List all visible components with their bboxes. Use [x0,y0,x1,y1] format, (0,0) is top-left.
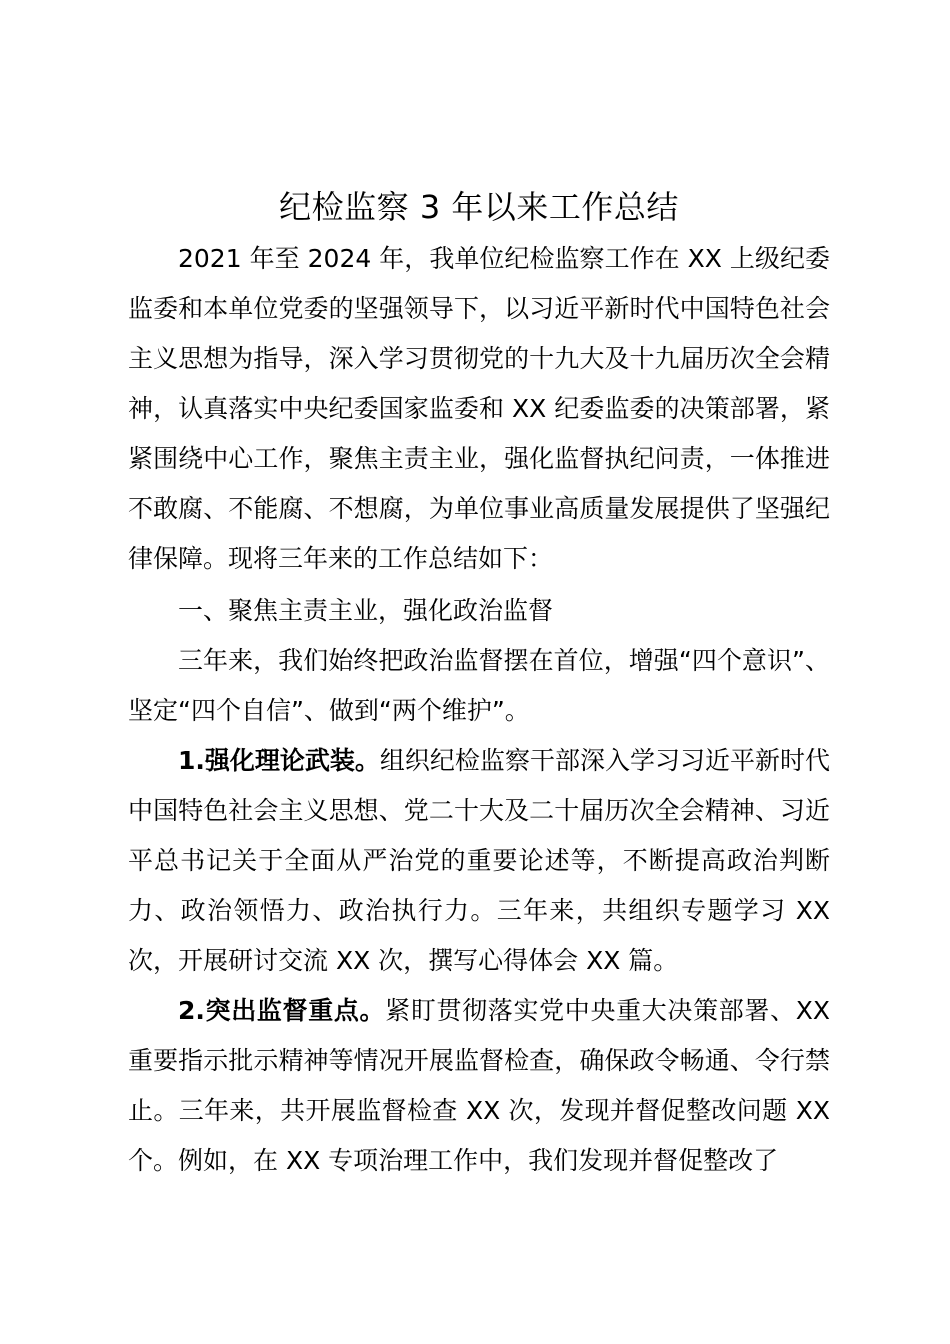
item-2-paragraph [128,986,830,1186]
item-2-lead: 2.突出监督重点。 [178,996,386,1025]
item-1-paragraph [128,736,830,986]
document-title: 纪检监察 3 年以来工作总结 [279,188,679,226]
item-2-body: 紧盯贯彻落实党中央重大决策部署、XX 重要指示批示精神等情况开展监督检查，确保政令畅通、令行禁止。三年来，共开展监督检查 XX 次，发现并督促整改问题 XX 个。例如，在 XX 专项治理工作中，我们发现并督促整改了 [128,996,830,1175]
item-1-lead: 1.强化理论武装。 [178,746,380,775]
section-heading: 一、聚焦主责主业，强化政治监督 [178,596,554,625]
item-1-body: 组织纪检监察干部深入学习习近平新时代中国特色社会主义思想、党二十大及二十届历次全会精神、习近平总书记关于全面从严治党的重要论述等，不断提高政治判断力、政治领悟力、政治执行力。三年来，共组织专题学习 XX 次，开展研讨交流 XX 次，撰写心得体会 XX 篇。 [128,746,830,975]
section-intro-paragraph: 三年来，我们始终把政治监督摆在首位，增强“四个意识”、坚定“四个自信”、做到“两个维护”。 [128,646,830,725]
document-page [128,180,830,1186]
intro-paragraph: 2021 年至 2024 年，我单位纪检监察工作在 XX 上级纪委监委和本单位党委的坚强领导下，以习近平新时代中国特色社会主义思想为指导，深入学习贯彻党的十九大及十九届历次全会精神，认真落实中央纪委国家监委和 XX 纪委监委的决策部署，紧紧围绕中心工作，聚焦主责主业，强化监督执纪问责，一体推进不敢腐、不能腐、不想腐，为单位事业高质量发展提供了坚强纪律保障。现将三年来的工作总结如下： [128,244,830,573]
